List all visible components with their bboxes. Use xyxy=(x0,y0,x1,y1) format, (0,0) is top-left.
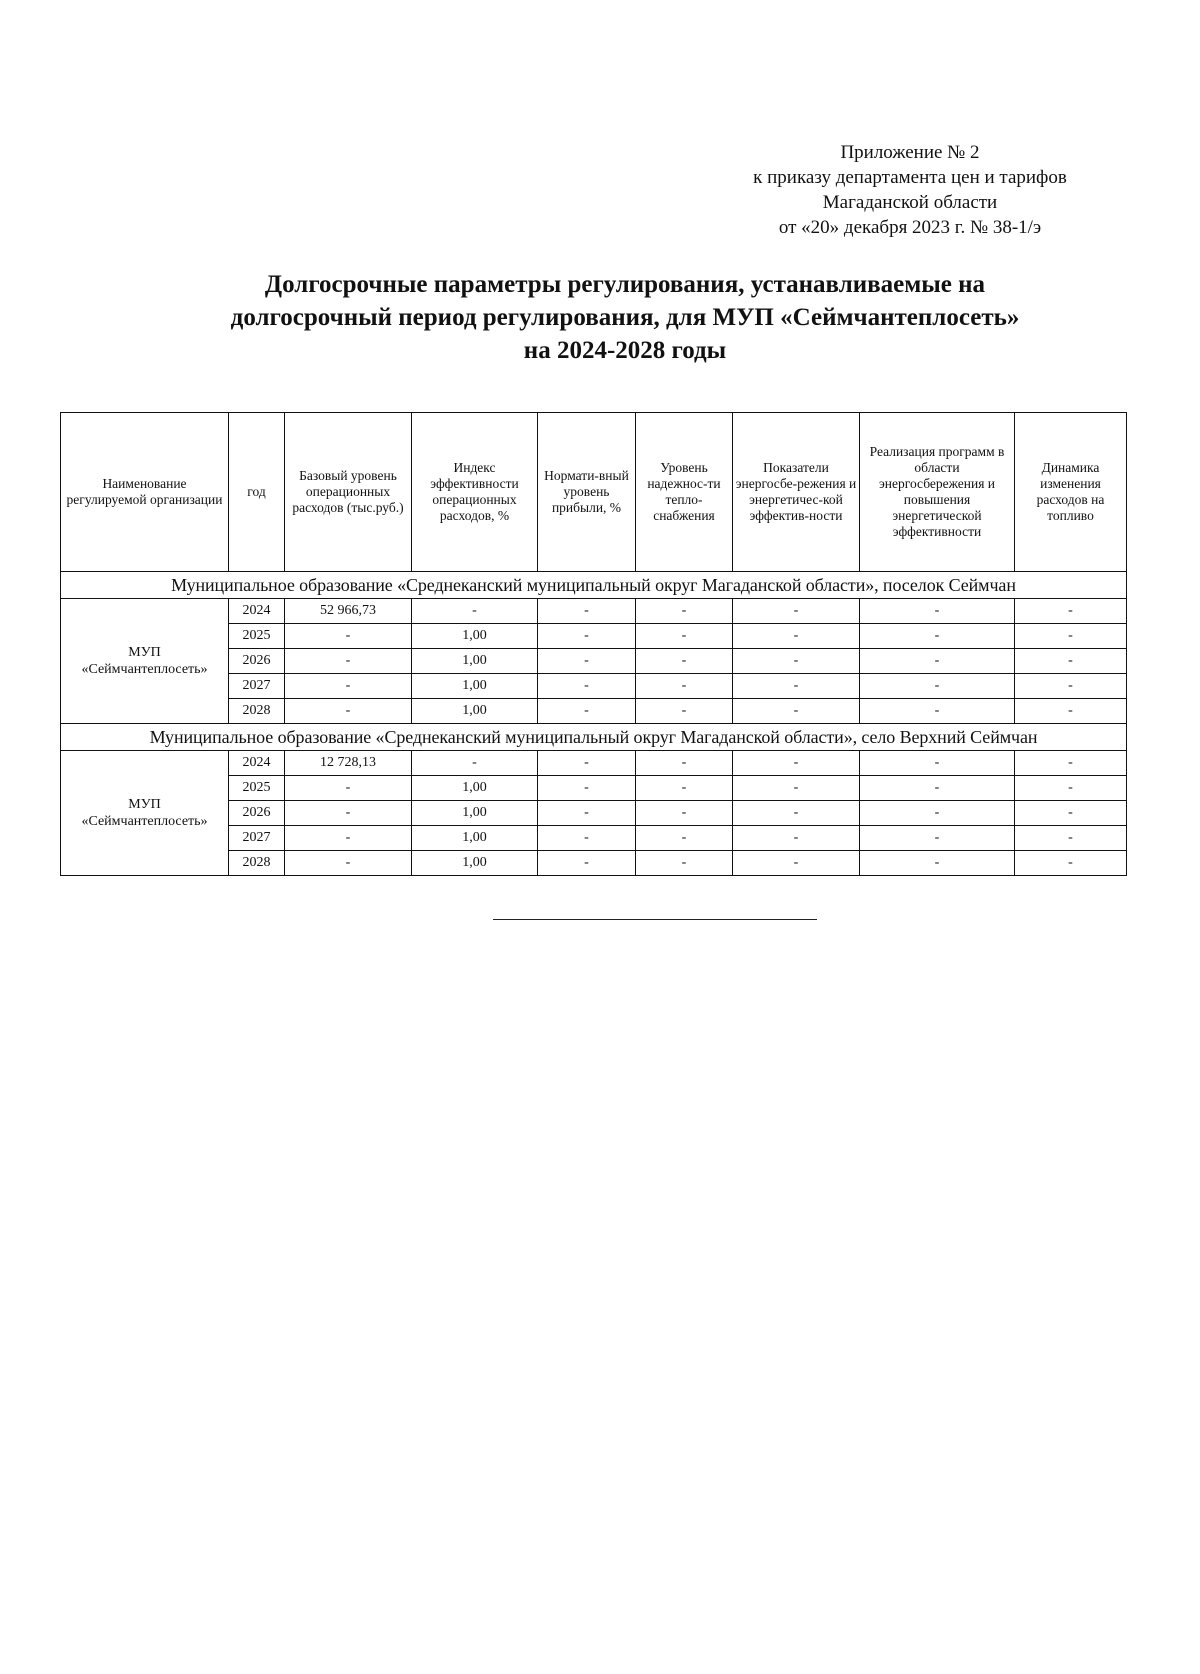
value-cell: - xyxy=(733,751,860,776)
value-cell: - xyxy=(1015,851,1127,876)
header-reliability xyxy=(636,413,733,572)
value-cell: - xyxy=(538,649,636,674)
title-line: Долгосрочные параметры регулирования, устанавливаемые на xyxy=(264,271,986,298)
value-cell: - xyxy=(733,624,860,649)
value-cell: - xyxy=(285,826,412,851)
value-cell: - xyxy=(538,699,636,724)
annex-line: от «20» декабря 2023 г. № 38-1/э xyxy=(778,217,1042,238)
value-cell: - xyxy=(860,851,1015,876)
value-cell: 1,00 xyxy=(412,851,538,876)
section-title: Муниципальное образование «Среднеканский муниципальный округ Магаданской области», село Верхний Сеймчан xyxy=(61,724,1127,751)
annex-reference xyxy=(700,140,1120,240)
header-text: Нормати-вный уровень прибыли, % xyxy=(544,468,629,515)
value-cell: - xyxy=(636,801,733,826)
value-cell: - xyxy=(538,624,636,649)
value-cell: - xyxy=(636,649,733,674)
value-cell: - xyxy=(733,801,860,826)
value-cell: - xyxy=(636,599,733,624)
value-cell: - xyxy=(733,649,860,674)
value-cell: 52 966,73 xyxy=(285,599,412,624)
annex-line: к приказу департамента цен и тарифов xyxy=(753,167,1067,188)
value-cell: - xyxy=(636,751,733,776)
header-text: Динамика изменения расходов на топливо xyxy=(1036,460,1105,523)
value-cell: - xyxy=(1015,776,1127,801)
value-cell: - xyxy=(860,649,1015,674)
value-cell: - xyxy=(860,776,1015,801)
value-cell: - xyxy=(285,674,412,699)
header-text: Базовый уровень операционных расходов (тыс.руб.) xyxy=(292,468,404,515)
year-cell: 2026 xyxy=(229,649,285,674)
header-text: Индекс эффективности операционных расходов, % xyxy=(430,460,519,523)
header-energy-programs xyxy=(860,413,1015,572)
header-energy-saving-indicators xyxy=(733,413,860,572)
header-profit-level xyxy=(538,413,636,572)
organization-name-line: МУП xyxy=(128,645,161,660)
end-rule xyxy=(493,919,817,920)
year-cell: 2026 xyxy=(229,801,285,826)
title-line: на 2024-2028 годы xyxy=(523,337,727,364)
value-cell: - xyxy=(860,674,1015,699)
annex-line: Магаданской области xyxy=(822,192,998,213)
section-row xyxy=(61,724,1127,751)
value-cell: - xyxy=(733,826,860,851)
value-cell: - xyxy=(733,599,860,624)
year-cell: 2027 xyxy=(229,826,285,851)
organization-cell xyxy=(61,751,229,876)
header-year xyxy=(229,413,285,572)
value-cell: 1,00 xyxy=(412,674,538,699)
value-cell: - xyxy=(733,776,860,801)
value-cell: - xyxy=(538,776,636,801)
value-cell: - xyxy=(412,751,538,776)
section-row xyxy=(61,572,1127,599)
value-cell: - xyxy=(538,751,636,776)
value-cell: - xyxy=(1015,826,1127,851)
header-base-opex xyxy=(285,413,412,572)
organization-name-line: «Сеймчантеплосеть» xyxy=(81,814,208,829)
header-organization xyxy=(61,413,229,572)
value-cell: - xyxy=(285,776,412,801)
organization-name-line: МУП xyxy=(128,797,161,812)
value-cell: - xyxy=(860,624,1015,649)
value-cell: 1,00 xyxy=(412,649,538,674)
value-cell: - xyxy=(636,776,733,801)
year-cell: 2025 xyxy=(229,776,285,801)
annex-line: Приложение № 2 xyxy=(840,142,980,163)
document-title xyxy=(100,268,1150,367)
value-cell: - xyxy=(1015,624,1127,649)
title-line: долгосрочный период регулирования, для МУП «Сеймчантеплосеть» xyxy=(230,304,1020,331)
value-cell: - xyxy=(860,751,1015,776)
value-cell: 12 728,13 xyxy=(285,751,412,776)
value-cell: - xyxy=(285,699,412,724)
year-cell: 2027 xyxy=(229,674,285,699)
section-title: Муниципальное образование «Среднеканский муниципальный округ Магаданской области», поселок Сеймчан xyxy=(61,572,1127,599)
header-text: Реализация программ в области энергосбережения и повышения энергетической эффективности xyxy=(869,444,1005,539)
value-cell: - xyxy=(1015,674,1127,699)
value-cell: - xyxy=(412,599,538,624)
year-cell: 2028 xyxy=(229,851,285,876)
value-cell: - xyxy=(285,649,412,674)
header-text: Показатели энергосбе-режения и энергетичес-кой эффектив-ности xyxy=(735,460,857,523)
value-cell: - xyxy=(1015,699,1127,724)
value-cell: - xyxy=(1015,599,1127,624)
value-cell: - xyxy=(860,801,1015,826)
value-cell: - xyxy=(860,699,1015,724)
header-text: Наименование регулируемой организации xyxy=(66,476,223,507)
parameters-table xyxy=(60,412,1127,876)
value-cell: - xyxy=(733,699,860,724)
value-cell: - xyxy=(636,826,733,851)
value-cell: - xyxy=(733,674,860,699)
value-cell: - xyxy=(538,851,636,876)
value-cell: - xyxy=(860,599,1015,624)
value-cell: - xyxy=(285,801,412,826)
value-cell: - xyxy=(636,851,733,876)
value-cell: - xyxy=(1015,649,1127,674)
value-cell: - xyxy=(1015,751,1127,776)
value-cell: 1,00 xyxy=(412,776,538,801)
value-cell: - xyxy=(538,801,636,826)
value-cell: - xyxy=(636,674,733,699)
year-cell: 2025 xyxy=(229,624,285,649)
header-text: год xyxy=(247,484,266,499)
value-cell: 1,00 xyxy=(412,826,538,851)
header-efficiency-index xyxy=(412,413,538,572)
organization-cell xyxy=(61,599,229,724)
table-row xyxy=(61,751,1127,776)
header-row xyxy=(61,413,1127,572)
value-cell: - xyxy=(636,699,733,724)
value-cell: - xyxy=(538,826,636,851)
value-cell: - xyxy=(733,851,860,876)
value-cell: - xyxy=(285,851,412,876)
header-fuel-dynamics xyxy=(1015,413,1127,572)
value-cell: - xyxy=(636,624,733,649)
value-cell: - xyxy=(1015,801,1127,826)
value-cell: 1,00 xyxy=(412,699,538,724)
value-cell: - xyxy=(538,599,636,624)
table-body xyxy=(61,572,1127,876)
value-cell: 1,00 xyxy=(412,624,538,649)
value-cell: - xyxy=(860,826,1015,851)
table-row xyxy=(61,599,1127,624)
organization-name-line: «Сеймчантеплосеть» xyxy=(81,662,208,677)
value-cell: - xyxy=(538,674,636,699)
value-cell: - xyxy=(285,624,412,649)
header-text: Уровень надежнос-ти тепло-снабжения xyxy=(647,460,721,523)
year-cell: 2028 xyxy=(229,699,285,724)
year-cell: 2024 xyxy=(229,599,285,624)
year-cell: 2024 xyxy=(229,751,285,776)
value-cell: 1,00 xyxy=(412,801,538,826)
